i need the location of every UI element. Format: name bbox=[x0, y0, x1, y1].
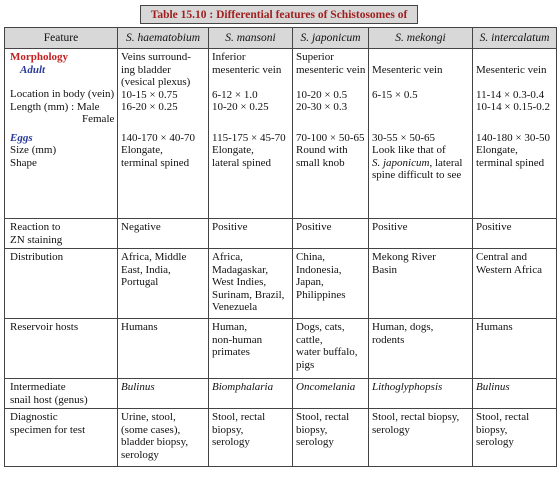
snail-value: Biomphalaria bbox=[212, 381, 274, 393]
reservoir-cell bbox=[369, 319, 473, 379]
specimen-line: serology bbox=[121, 448, 159, 461]
reservoir-line: primates bbox=[212, 346, 250, 358]
zn-cell bbox=[473, 219, 557, 249]
location-line: Mesenteric vein bbox=[476, 63, 547, 76]
distribution-line: Surinam, Brazil, bbox=[212, 288, 285, 301]
distribution-line: Central and bbox=[476, 251, 528, 263]
distribution-line: Indonesia, bbox=[296, 263, 342, 276]
specimen-line: serology bbox=[476, 436, 514, 448]
zn-label-line: Reaction to bbox=[10, 221, 61, 233]
snail-cell bbox=[118, 379, 209, 409]
snail-label-line: snail host (genus) bbox=[10, 393, 88, 406]
egg-shape-line: terminal spined bbox=[121, 156, 190, 169]
distribution-line: Philippines bbox=[296, 288, 346, 301]
reservoir-line: rodents bbox=[372, 333, 405, 346]
reservoir-line: water buffalo, bbox=[296, 346, 358, 358]
morphology-heading: Morphology bbox=[10, 51, 69, 63]
snail-cell bbox=[369, 379, 473, 409]
location-line: Inferior bbox=[212, 51, 246, 63]
morph-cell-intercalatum bbox=[473, 49, 557, 219]
length-male-label: Length (mm) : Male bbox=[10, 100, 100, 113]
reservoir-line: Human, dogs, bbox=[372, 321, 434, 333]
specimen-line: Stool, rectal biopsy, bbox=[372, 411, 460, 423]
distribution-line: Madagaskar, bbox=[212, 263, 269, 276]
egg-size: 30-55 × 50-65 bbox=[372, 131, 436, 144]
egg-size: 140-180 × 30-50 bbox=[476, 131, 551, 144]
reservoir-cell bbox=[118, 319, 209, 379]
feature-cell-morphology bbox=[5, 49, 118, 219]
reservoir-cell bbox=[209, 319, 293, 379]
specimen-line: biopsy, bbox=[296, 423, 328, 436]
specimen-line: biopsy, bbox=[212, 423, 244, 436]
egg-shape-line: spine difficult to see bbox=[372, 169, 462, 181]
zn-value: Positive bbox=[296, 221, 332, 233]
specimen-line: biopsy, bbox=[476, 423, 508, 436]
adult-heading: Adult bbox=[20, 63, 46, 76]
egg-shape-line: lateral spined bbox=[212, 156, 271, 169]
header-feature: Feature bbox=[5, 28, 118, 49]
specimen-cell bbox=[369, 409, 473, 467]
reservoir-line: Humans bbox=[121, 321, 158, 333]
egg-shape-line: Elongate, bbox=[121, 144, 163, 156]
length-female: 16-20 × 0.25 bbox=[121, 101, 178, 113]
specimen-label-line: specimen for test bbox=[10, 423, 86, 436]
snail-value: Oncomelania bbox=[296, 381, 356, 393]
table-row-specimen bbox=[5, 409, 557, 467]
distribution-line: Basin bbox=[372, 263, 398, 276]
distribution-label: Distribution bbox=[10, 251, 64, 263]
distribution-line: Western Africa bbox=[476, 263, 542, 276]
length-male: 10-20 × 0.5 bbox=[296, 88, 348, 101]
specimen-line: serology bbox=[296, 436, 334, 448]
header-s-intercalatum: S. intercalatum bbox=[473, 28, 557, 49]
distribution-line: Africa, Middle bbox=[121, 251, 187, 263]
length-female-label: Female bbox=[82, 113, 115, 125]
reservoir-cell bbox=[473, 319, 557, 379]
length-female: 10-14 × 0.15-0.2 bbox=[476, 101, 551, 113]
distribution-cell bbox=[209, 249, 293, 319]
distribution-cell bbox=[118, 249, 209, 319]
table-row-reservoir bbox=[5, 319, 557, 379]
zn-cell bbox=[293, 219, 369, 249]
size-label: Size (mm) bbox=[10, 144, 57, 156]
snail-value: Bulinus bbox=[121, 381, 155, 393]
reservoir-line: pigs bbox=[296, 358, 315, 371]
specimen-line: Stool, rectal bbox=[476, 411, 530, 423]
header-s-haematobium: S. haematobium bbox=[118, 28, 209, 49]
specimen-cell bbox=[293, 409, 369, 467]
morph-cell-japonicum bbox=[293, 49, 369, 219]
specimen-line: (some cases), bbox=[121, 423, 181, 436]
feature-cell-zn bbox=[5, 219, 118, 249]
reservoir-line: Humans bbox=[476, 321, 513, 333]
distribution-line: Mekong River bbox=[372, 251, 436, 263]
table-row-morphology bbox=[5, 49, 557, 219]
egg-size: 140-170 × 40-70 bbox=[121, 131, 196, 144]
shape-label: Shape bbox=[10, 156, 37, 169]
distribution-line: West Indies, bbox=[212, 276, 267, 288]
reservoir-label: Reservoir hosts bbox=[10, 321, 79, 333]
egg-size: 70-100 × 50-65 bbox=[296, 131, 365, 144]
reservoir-line: Human, bbox=[212, 321, 248, 333]
zn-label-line: ZN staining bbox=[10, 233, 63, 246]
specimen-line: serology bbox=[212, 436, 250, 448]
zn-value: Positive bbox=[212, 221, 248, 233]
location-line: (vesical plexus) bbox=[121, 76, 191, 88]
location-line: Superior bbox=[296, 51, 334, 63]
distribution-line: Japan, bbox=[296, 276, 324, 288]
feature-cell-distribution bbox=[5, 249, 118, 319]
specimen-cell bbox=[473, 409, 557, 467]
egg-shape-line: Elongate, bbox=[212, 144, 254, 156]
length-female: 20-30 × 0.3 bbox=[296, 101, 348, 113]
egg-size: 115-175 × 45-70 bbox=[212, 131, 286, 144]
distribution-line: Portugal bbox=[121, 276, 159, 288]
specimen-cell bbox=[209, 409, 293, 467]
egg-shape-line: terminal spined bbox=[476, 156, 545, 169]
specimen-line: Urine, stool, bbox=[121, 411, 176, 423]
egg-shape-line: small knob bbox=[296, 156, 345, 169]
zn-cell bbox=[369, 219, 473, 249]
zn-cell bbox=[209, 219, 293, 249]
egg-shape-line: Round with bbox=[296, 144, 348, 156]
table-row-snail-host bbox=[5, 379, 557, 409]
location-line: Mesenteric vein bbox=[372, 63, 443, 76]
egg-shape-line: Elongate, bbox=[476, 144, 518, 156]
location-label: Location in body (vein) bbox=[10, 88, 115, 100]
location-line: Veins surround- bbox=[121, 51, 191, 63]
header-s-japonicum: S. japonicum bbox=[293, 28, 369, 49]
specimen-line: bladder biopsy, bbox=[121, 436, 189, 448]
header-s-mansoni: S. mansoni bbox=[209, 28, 293, 49]
header-row bbox=[5, 28, 557, 49]
snail-value: Bulinus bbox=[476, 381, 510, 393]
distribution-line: Africa, bbox=[212, 251, 243, 263]
schistosome-table bbox=[4, 27, 557, 467]
distribution-line: China, bbox=[296, 251, 326, 263]
distribution-cell bbox=[369, 249, 473, 319]
snail-cell bbox=[293, 379, 369, 409]
eggs-heading: Eggs bbox=[10, 131, 33, 144]
zn-value: Positive bbox=[476, 221, 512, 233]
specimen-line: Stool, rectal bbox=[296, 411, 350, 423]
specimen-line: serology bbox=[372, 423, 410, 436]
zn-cell bbox=[118, 219, 209, 249]
distribution-line: Venezuela bbox=[212, 301, 258, 313]
egg-shape-line: S. japonicum, lateral bbox=[372, 156, 463, 169]
feature-cell-snail bbox=[5, 379, 118, 409]
distribution-cell bbox=[293, 249, 369, 319]
zn-value: Positive bbox=[372, 221, 408, 233]
location-line: mesenteric vein bbox=[212, 63, 282, 76]
table-row-distribution bbox=[5, 249, 557, 319]
snail-value: Lithoglyphopsis bbox=[372, 381, 443, 393]
distribution-line: East, India, bbox=[121, 263, 171, 276]
reservoir-line: Dogs, cats, bbox=[296, 321, 345, 333]
specimen-cell bbox=[118, 409, 209, 467]
snail-cell bbox=[473, 379, 557, 409]
reservoir-line: cattle, bbox=[296, 333, 323, 346]
specimen-line: Stool, rectal bbox=[212, 411, 266, 423]
reservoir-line: non-human bbox=[212, 333, 263, 346]
length-female: 10-20 × 0.25 bbox=[212, 101, 269, 113]
length-male: 11-14 × 0.3-0.4 bbox=[476, 88, 545, 101]
table-row-zn-staining bbox=[5, 219, 557, 249]
snail-cell bbox=[209, 379, 293, 409]
length-male: 10-15 × 0.75 bbox=[121, 88, 178, 101]
reservoir-cell bbox=[293, 319, 369, 379]
morph-cell-haematobium bbox=[118, 49, 209, 219]
location-line: ing bladder bbox=[121, 63, 171, 76]
distribution-cell bbox=[473, 249, 557, 319]
snail-label-line: Intermediate bbox=[10, 381, 66, 393]
length-male: 6-15 × 0.5 bbox=[372, 88, 418, 101]
morph-cell-mansoni bbox=[209, 49, 293, 219]
location-line: mesenteric vein bbox=[296, 63, 366, 76]
header-s-mekongi: S. mekongi bbox=[369, 28, 473, 49]
morph-cell-mekongi bbox=[369, 49, 473, 219]
specimen-label-line: Diagnostic bbox=[10, 411, 58, 423]
table-title: Table 15.10 : Differential features of Schistosomes of bbox=[140, 5, 418, 24]
feature-cell-reservoir bbox=[5, 319, 118, 379]
feature-cell-specimen bbox=[5, 409, 118, 467]
egg-shape-line: Look like that of bbox=[372, 144, 446, 156]
length-male: 6-12 × 1.0 bbox=[212, 88, 258, 101]
zn-value: Negative bbox=[121, 221, 161, 233]
